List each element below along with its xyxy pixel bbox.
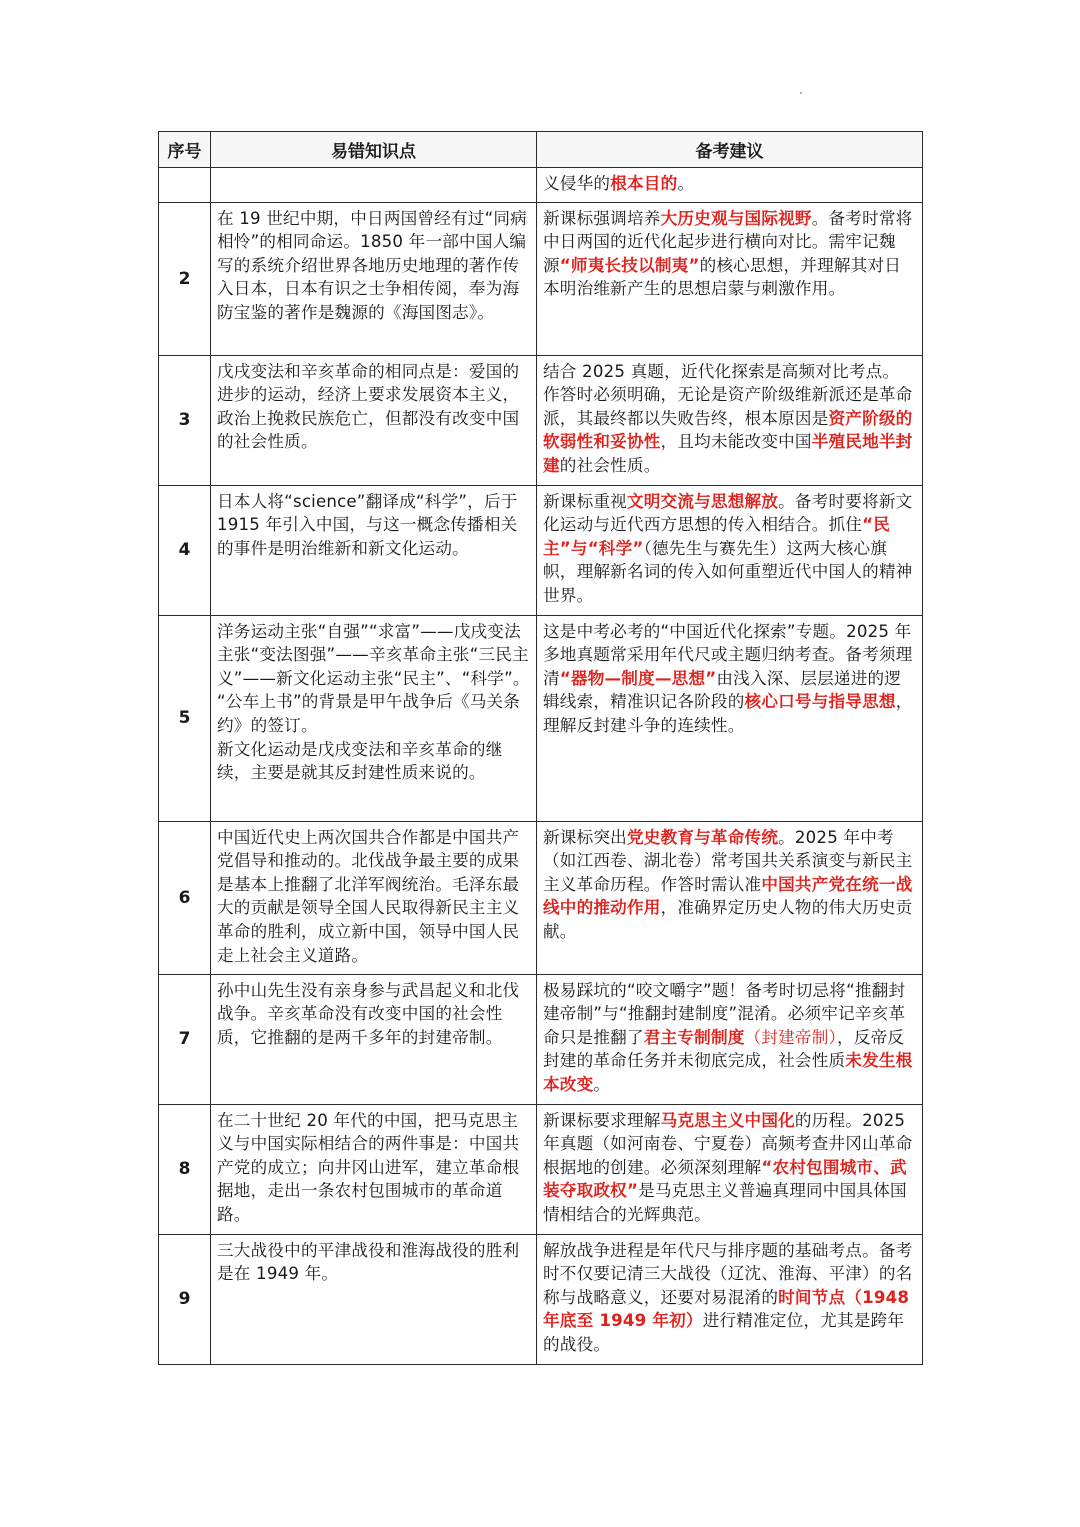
body-text: 洋务运动主张“自强”“求富”——戊戌变法主张“变法图强”——辛亥革命主张“三民主义”——新文化运动主张“民主”、“科学”。 [217,621,530,688]
advice-paragraph [543,1239,916,1357]
row-number: 9 [159,1234,211,1364]
body-text: 进行精准定位，尤其是跨年的战役。 [543,1311,905,1354]
advice-cell [537,615,923,821]
error-point-cell [211,821,537,974]
advice-cell [537,355,923,485]
highlight-text: 中国共产党在统一战线中的推动作用 [543,874,913,918]
highlight-text: 半殖民地半封建 [543,432,913,475]
table-row [159,974,923,1104]
table-row [159,485,923,615]
point-paragraph [217,360,530,454]
point-paragraph [217,826,530,968]
knowledge-table [158,131,923,1365]
advice-cell [537,168,923,203]
highlight-text: 大历史观与国际视野 [660,208,812,228]
point-paragraph [217,690,530,737]
body-text: 是马克思主义普遍真理同中国具体国情相结合的光辉典范。 [543,1181,907,1224]
body-text: 戊戌变法和辛亥革命的相同点是：爱国的进步的运动，经济上要求发展资本主义，政治上挽救民族危亡，但都没有改变中国的社会性质。 [217,361,520,452]
highlight-text: 时间节点（1948 年底至 1949 年初） [543,1287,910,1331]
body-text: “公车上书”的背景是甲午战争后《马关条约》的签订。 [217,692,521,735]
body-text: 。备考时要将新文化运动与近代西方思想的传入相结合。抓住 [543,491,913,535]
body-text: 解放战争进程是年代尺与排序题的基础考点。备考时不仅要记清三大战役（辽沈、淮海、平津）的名称与战略意义，还要对易混淆的 [543,1240,913,1307]
highlight-text: “农村包围城市、武装夺取政权” [543,1157,907,1201]
body-text: 新课标重视 [543,491,627,511]
highlight-text: 根本目的 [610,174,678,193]
table-row [159,821,923,974]
body-text: 新课标强调培养 [543,208,661,228]
body-text: （德先生与赛先生）这两大核心旗帜，理解新名词的传入如何重塑近代中国人的精神世界。 [543,538,913,605]
body-text: 。备考时常将中日两国的近代化起步进行横向对比。需牢记魏源 [543,208,913,275]
error-point-cell [211,1104,537,1234]
row-number: 6 [159,821,211,974]
body-text: 。2025 年中考（如江西卷、湖北卷）常考国共关系演变与新民主主义革命历程。作答时需认准 [543,827,913,894]
body-text: 在 19 世纪中期，中日两国曾经有过“同病相怜”的相同命运。1850 年一部中国人编写的系统介绍世界各地历史地理的著作传入日本，日本有识之士争相传阅，奉为海防宝鉴的著作是魏源的《海国图志》。 [217,208,527,322]
advice-paragraph [543,172,916,196]
table-row [159,168,923,203]
row-number: 4 [159,485,211,615]
row-number [159,168,211,203]
advice-cell [537,485,923,615]
body-text: 的历程。2025 年真题（如河南卷、宁夏卷）高频考查井冈山革命根据地的创建。必须深刻理解 [543,1110,913,1177]
error-point-cell [211,1234,537,1364]
row-number: 3 [159,355,211,485]
error-point-cell [211,202,537,355]
point-paragraph [217,1109,530,1227]
body-text: 新课标突出 [543,827,627,847]
point-paragraph [217,490,530,561]
highlight-text: 核心口号与指导思想 [744,692,896,712]
body-text: ，反帝反封建的革命任务并未彻底完成，社会性质 [543,1027,905,1071]
header-advice: 备考建议 [537,132,923,168]
body-text: 的核心思想，并理解其对日本明治维新产生的思想启蒙与刺激作用。 [543,255,902,299]
advice-cell [537,1234,923,1364]
body-text: 的社会性质。 [559,455,661,475]
row-number: 8 [159,1104,211,1234]
advice-cell [537,974,923,1104]
advice-paragraph [543,620,916,738]
advice-paragraph [543,490,916,608]
header-no: 序号 [159,132,211,168]
table-row [159,615,923,821]
highlight-text: 未发生根本改变 [543,1051,913,1094]
body-text: 新文化运动是戊戌变法和辛亥革命的继续，主要是就其反封建性质来说的。 [217,739,503,783]
highlight-text: “民主”与“科学” [543,515,890,558]
scan-dot [800,92,802,94]
body-text: 中国近代史上两次国共合作都是中国共产党倡导和推动的。北伐战争最主要的成果是基本上推翻了北洋军阀统治。毛泽东最大的贡献是领导全国人民取得新民主主义革命的胜利，成立新中国，领导中国人民走上社会主义道路。 [217,827,520,965]
body-text: 结合 2025 真题，近代化探索是高频对比考点。作答时必须明确，无论是资产阶级维新派还是革命派，其最终都以失败告终，根本原因是 [543,361,913,428]
body-text: 孙中山先生没有亲身参与武昌起义和北伐战争。辛亥革命没有改变中国的社会性质，它推翻的是两千多年的封建帝制。 [217,980,520,1047]
body-text: 新课标要求理解 [543,1110,661,1130]
highlight-text: “器物—制度—思想” [559,668,717,688]
highlight-text: 君主专制制度 [643,1027,745,1047]
row-number: 2 [159,202,211,355]
row-number: 7 [159,974,211,1104]
error-point-cell [211,355,537,485]
highlight-text: “师夷长技以制夷” [559,255,700,275]
highlight-text: 资产阶级的软弱性和妥协性 [543,408,913,452]
advice-paragraph [543,826,916,944]
body-text: 由浅入深、层层递进的逻辑线索，精准识记各阶段的 [543,668,902,712]
body-text: ，且均未能改变中国 [660,432,812,452]
error-point-cell [211,615,537,821]
advice-paragraph [543,360,916,478]
table-row [159,202,923,355]
point-paragraph [217,207,530,325]
advice-paragraph [543,207,916,301]
table-body [159,168,923,1365]
body-text: 义侵华的 [543,174,611,193]
highlight-text: 文明交流与思想解放 [626,491,779,511]
body-text: 在二十世纪 20 年代的中国，把马克思主义与中国实际相结合的两件事是：中国共产党的成立；向井冈山进军，建立革命根据地，走出一条农村包围城市的革命道路。 [217,1110,520,1224]
point-paragraph [217,620,530,691]
highlight-text: （封建帝制） [744,1027,837,1047]
highlight-text: 党史教育与革命传统 [626,827,779,847]
table-row [159,1104,923,1234]
point-paragraph [217,738,530,785]
body-text: 三大战役中的平津战役和淮海战役的胜利是在 1949 年。 [217,1240,520,1284]
body-text: ，理解反封建斗争的连续性。 [543,692,913,735]
table-row [159,355,923,485]
table-header-row [159,132,923,168]
body-text: 。 [593,1074,611,1094]
row-number: 5 [159,615,211,821]
table-row [159,1234,923,1364]
advice-cell [537,202,923,355]
advice-paragraph [543,1109,916,1227]
error-point-cell [211,974,537,1104]
body-text: 极易踩坑的“咬文嚼字”题！备考时切忌将“推翻封建帝制”与“推翻封建制度”混淆。必须牢记辛亥革命只是推翻了 [543,980,906,1047]
error-point-cell [211,168,537,203]
highlight-text: 马克思主义中国化 [660,1110,795,1130]
error-point-cell [211,485,537,615]
body-text: 这是中考必考的“中国近代化探索”专题。2025 年多地真题常采用年代尺或主题归纳考查。备考须理清 [543,621,913,688]
header-point: 易错知识点 [211,132,537,168]
body-text: 日本人将“science”翻译成“科学”，后于 1915 年引入中国，与这一概念传播相关的事件是明治维新和新文化运动。 [217,491,518,558]
body-text: ，准确界定历史人物的伟大历史贡献。 [543,898,913,941]
advice-cell [537,821,923,974]
point-paragraph [217,1239,530,1286]
point-paragraph [217,979,530,1050]
advice-cell [537,1104,923,1234]
body-text: 。 [677,174,695,193]
advice-paragraph [543,979,916,1097]
